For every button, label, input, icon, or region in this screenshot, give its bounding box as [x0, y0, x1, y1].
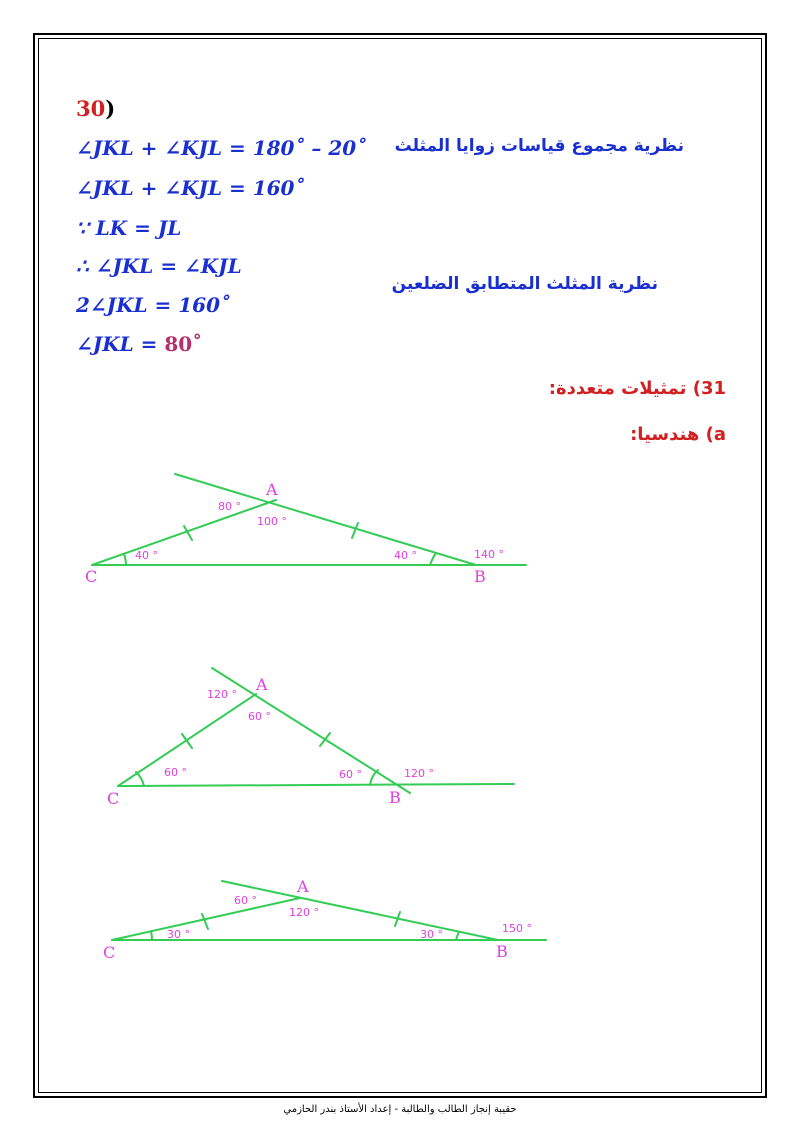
page-footer: حقيبة إنجاز الطالب والطالبة - إعداد الأستاذ بندر الحازمي: [283, 1104, 517, 1115]
reason-triangle-sum: نظرية مجموع قياسات زوايا المثلث: [394, 136, 684, 156]
triangle-3-arc-c: [151, 931, 152, 940]
triangle-2-angle-c: 60 °: [164, 766, 187, 779]
triangle-1-angle-int-b: 40 °: [394, 549, 417, 562]
triangle-1-side-ca: [92, 500, 276, 565]
triangle-3-side-ca: [112, 898, 300, 940]
triangle-3-arc-b: [456, 932, 459, 940]
equation-final-lhs: ∠JKL =: [76, 332, 165, 356]
equation-line-2: ∠JKL + ∠KJL = 160˚: [76, 176, 305, 200]
triangle-2-vertex-c: C: [107, 789, 120, 808]
triangle-3-angle-int-a: 120 °: [289, 906, 319, 919]
equation-line-1: ∠JKL + ∠KJL = 180˚ – 20˚: [76, 136, 367, 160]
triangle-2-vertex-b: B: [389, 788, 401, 807]
problem-31-sub-heading: a) هندسيا:: [630, 424, 726, 445]
triangle-1-angle-int-a: 100 °: [257, 515, 287, 528]
triangle-1-angle-ext-b: 140 °: [474, 548, 504, 561]
triangle-2-arc-b: [370, 770, 378, 785]
triangle-3-tick-ca: [202, 914, 208, 929]
triangle-3-side-ab: [222, 881, 498, 940]
triangle-2-arc-c: [136, 772, 144, 786]
triangle-2-base: [118, 784, 514, 786]
equation-line-4: ∴ ∠JKL = ∠KJL: [76, 254, 242, 278]
triangle-2-angle-ext-b: 120 °: [404, 767, 434, 780]
equation-line-3: ∵ LK = JL: [76, 216, 182, 240]
equation-line-5: 2∠JKL = 160˚: [76, 293, 231, 317]
triangle-3-angle-c: 30 °: [167, 928, 190, 941]
problem-30-paren: ): [105, 96, 116, 121]
triangle-1-vertex-a: A: [266, 480, 278, 499]
triangle-3-vertex-b: B: [496, 942, 508, 961]
triangle-2-angle-ext-a: 120 °: [207, 688, 237, 701]
triangle-1-tick-ab: [352, 523, 358, 538]
triangle-3-angle-ext-b: 150 °: [502, 922, 532, 935]
triangle-2-tick-ab: [320, 733, 330, 746]
triangle-3-vertex-c: C: [103, 943, 116, 962]
reason-isosceles: نظرية المثلث المتطابق الضلعين: [391, 274, 658, 294]
triangle-2-angle-int-b: 60 °: [339, 768, 362, 781]
triangle-3-angle-int-b: 30 °: [420, 928, 443, 941]
triangle-3-vertex-a: A: [297, 877, 309, 896]
triangle-1-vertex-b: B: [474, 567, 486, 586]
triangle-1-arc-c: [124, 554, 126, 565]
triangle-1-vertex-c: C: [85, 567, 98, 586]
triangle-1-angle-ext-a: 80 °: [218, 500, 241, 513]
triangle-1-arc-b: [430, 553, 436, 565]
triangle-3-angle-ext-a: 60 °: [234, 894, 257, 907]
triangle-2-side-ab: [212, 668, 410, 793]
triangle-2-vertex-a: A: [256, 675, 268, 694]
problem-31-heading: 31) تمثيلات متعددة:: [548, 378, 726, 399]
triangle-2-tick-ca: [182, 734, 192, 748]
problem-30-digits: 30: [76, 96, 106, 121]
final-answer: 80˚: [164, 332, 203, 356]
triangle-1-angle-c: 40 °: [135, 549, 158, 562]
triangle-2-angle-int-a: 60 °: [248, 710, 271, 723]
